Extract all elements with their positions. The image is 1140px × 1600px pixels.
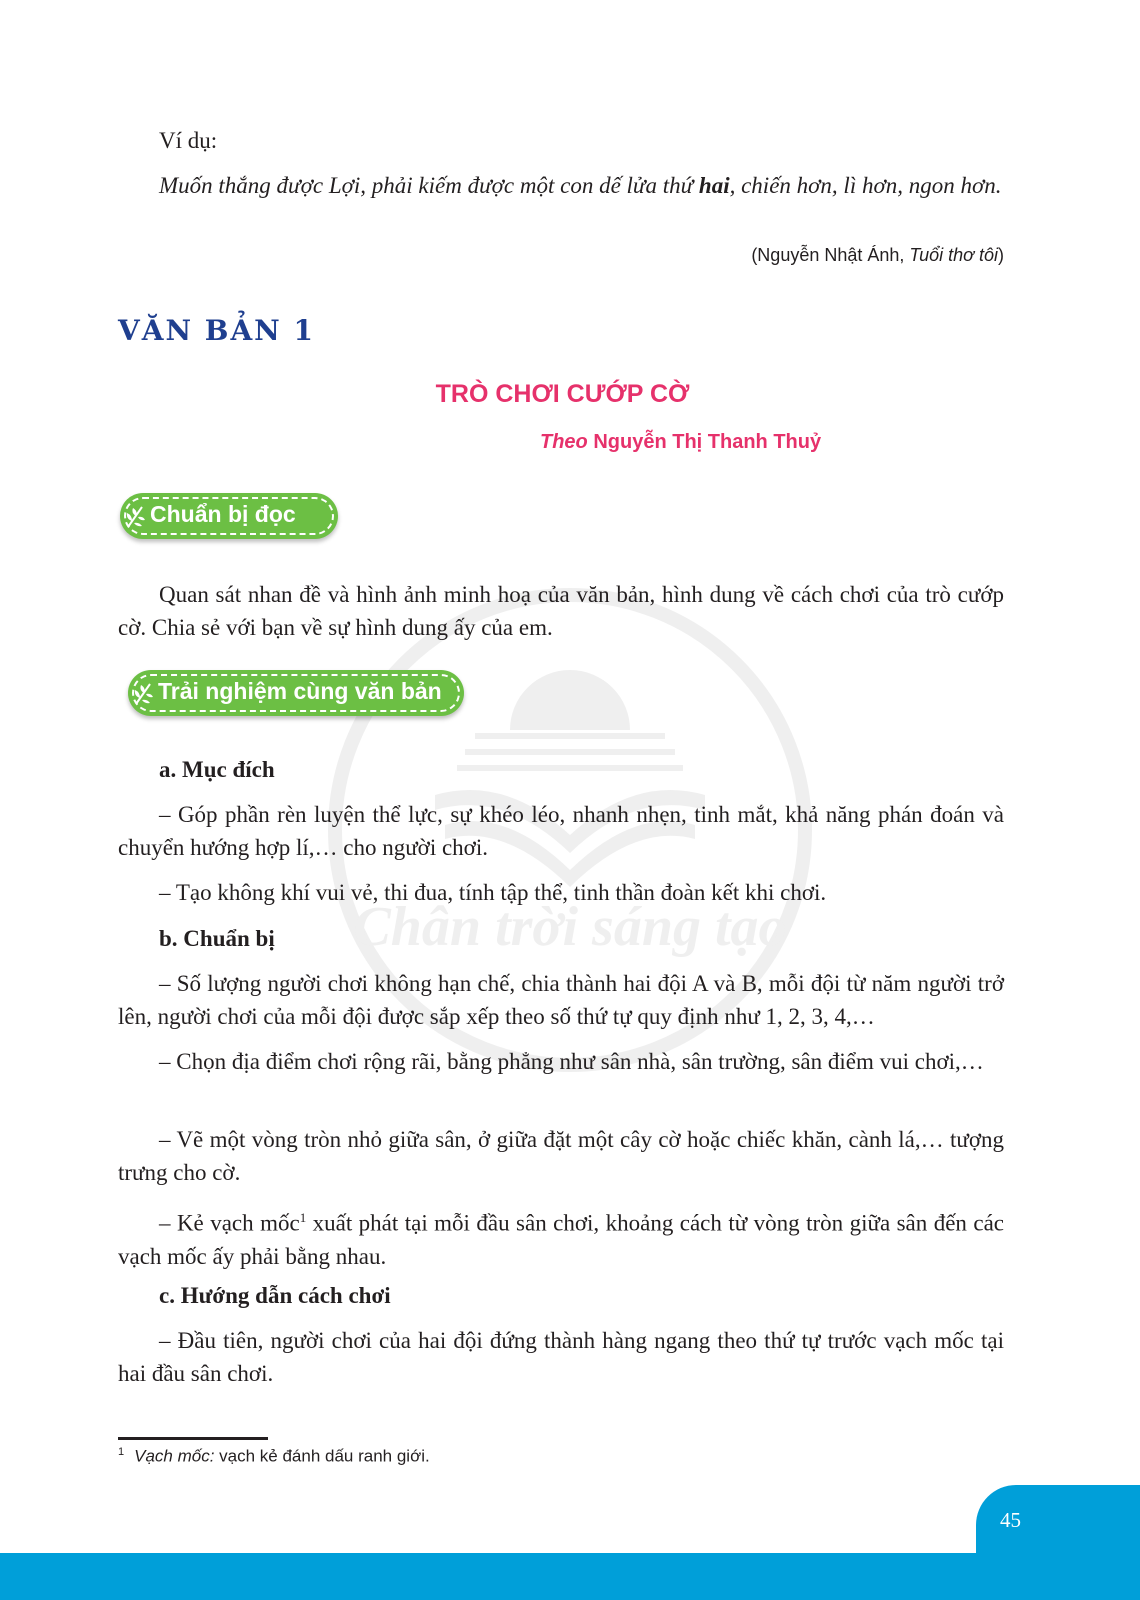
section-b-last-after: xuất phát tại mỗi đầu sân chơi, khoảng cách từ vòng tròn giữa sân đến các vạch mốc ấy phải bằng nhau. bbox=[118, 1210, 1004, 1269]
example-quote-bold: hai bbox=[698, 173, 730, 198]
prepare-paragraph: Quan sát nhan đề và hình ảnh minh hoạ của văn bản, hình dung về cách chơi của trò cướp cờ. Chia sẻ với bạn về sự hình dung ấy của em. bbox=[118, 582, 1004, 640]
watermark-text: Chân trời sáng tạo bbox=[353, 896, 787, 958]
footnote-number: 1 bbox=[118, 1446, 125, 1458]
footnote-ref[interactable]: 1 bbox=[299, 1210, 307, 1225]
leaf-icon bbox=[124, 503, 148, 529]
page-number: 45 bbox=[1000, 1508, 1021, 1532]
section-a-heading: a. Mục đích bbox=[159, 757, 275, 782]
prepare-reading-label bbox=[120, 493, 338, 539]
footnote-divider bbox=[118, 1437, 268, 1440]
example-citation bbox=[751, 245, 1004, 266]
section-a-item: – Tạo không khí vui vẻ, thi đua, tính tập thể, tinh thần đoàn kết khi chơi. bbox=[159, 880, 827, 905]
story-title: TRÒ CHƠI CƯỚP CỜ bbox=[435, 380, 690, 408]
example-label: Ví dụ: bbox=[159, 128, 218, 153]
citation-work: Tuổi thơ tôi bbox=[909, 245, 998, 265]
citation-close: ) bbox=[998, 245, 1004, 265]
section-b-heading: b. Chuẩn bị bbox=[159, 926, 275, 951]
footnote-term: Vạch mốc: bbox=[134, 1446, 215, 1466]
section-b-item: – Số lượng người chơi không hạn chế, chia thành hai đội A và B, mỗi đội từ năm người trở lên, người chơi của mỗi đội được sắp xếp theo số thứ tự quy định như 1, 2, 3, 4,… bbox=[118, 971, 1004, 1029]
section-a-item: – Góp phần rèn luyện thể lực, sự khéo léo, nhanh nhẹn, tinh mắt, khả năng phán đoán và chuyển hướng hợp lí,… cho người chơi. bbox=[118, 802, 1004, 860]
section-b-item: – Chọn địa điểm chơi rộng rãi, bằng phẳng như sân nhà, sân trường, sân điểm vui chơi,… bbox=[159, 1049, 984, 1074]
leaf-icon bbox=[132, 680, 156, 706]
byline-author: Nguyễn Thị Thanh Thuỷ bbox=[593, 431, 822, 453]
footer-band bbox=[0, 1553, 1140, 1600]
byline-prefix: Theo bbox=[540, 431, 588, 453]
section-heading: VĂN BẢN 1 bbox=[118, 314, 316, 347]
example-quote bbox=[118, 169, 1004, 202]
citation-author: (Nguyễn Nhật Ánh, bbox=[751, 245, 910, 265]
section-c-item: – Đầu tiên, người chơi của hai đội đứng thành hàng ngang theo thứ tự trước vạch mốc tại hai đầu sân chơi. bbox=[118, 1328, 1004, 1386]
section-b-item bbox=[118, 1201, 1004, 1273]
example-quote-before: Muốn thắng được Lợi, phải kiếm được một con dế lửa thứ bbox=[159, 173, 699, 198]
section-b-last-before: – Kẻ vạch mốc bbox=[159, 1210, 300, 1236]
experience-text-label bbox=[128, 670, 464, 716]
section-b-item: – Vẽ một vòng tròn nhỏ giữa sân, ở giữa đặt một cây cờ hoặc chiếc khăn, cành lá,… tượng trưng cho cờ. bbox=[118, 1127, 1004, 1185]
experience-text: Trải nghiệm cùng văn bản bbox=[158, 678, 442, 704]
footnote-definition: vạch kẻ đánh dấu ranh giới. bbox=[214, 1446, 430, 1466]
prepare-reading-text: Chuẩn bị đọc bbox=[150, 501, 296, 527]
section-c-heading: c. Hướng dẫn cách chơi bbox=[159, 1283, 391, 1308]
footnote bbox=[118, 1446, 430, 1467]
byline bbox=[540, 431, 821, 454]
example-quote-after: , chiến hơn, lì hơn, ngon hơn. bbox=[729, 173, 1002, 198]
